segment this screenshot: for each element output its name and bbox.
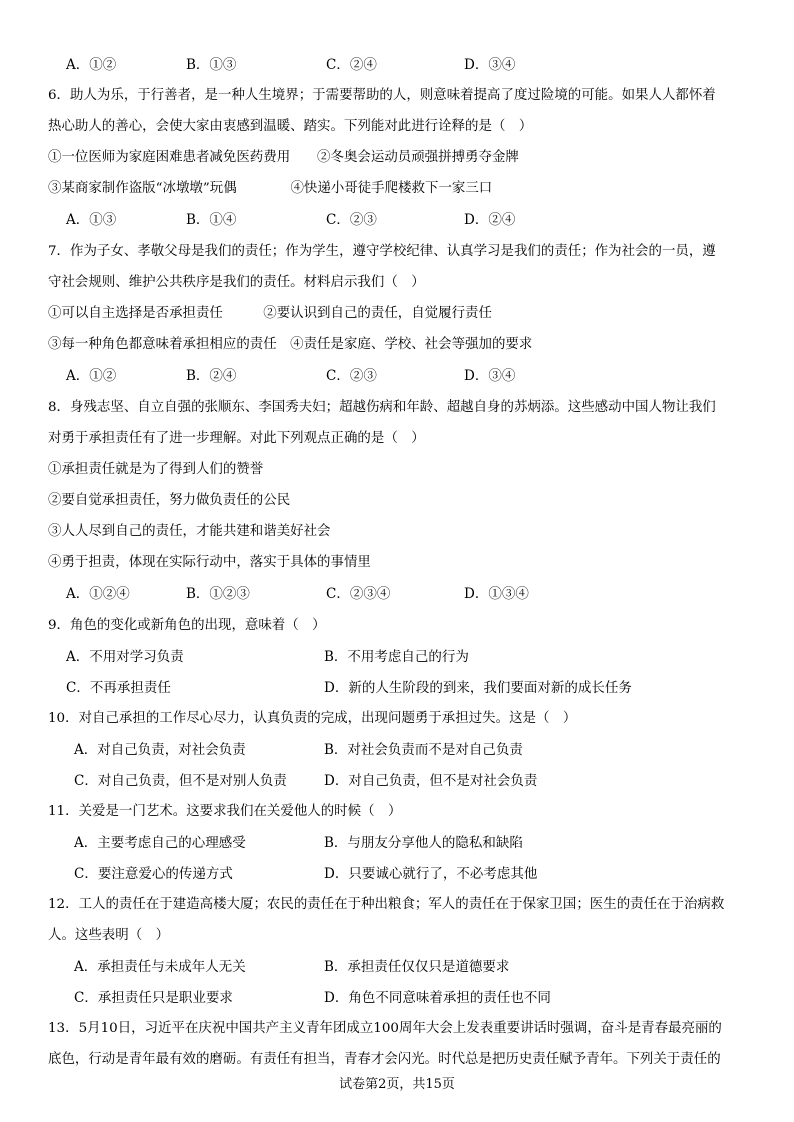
q12-stem-line-2: 人。这些表明（ ） (48, 928, 170, 943)
q7-option-a: A．①② (66, 368, 117, 384)
q6-option-b: B．①④ (186, 212, 237, 228)
q5-option-a: A．①② (66, 57, 117, 73)
q6-statement-2: ③某商家制作盗版“冰墩墩”玩偶 ④快递小哥徒手爬楼救下一家三口 (48, 181, 493, 196)
q7-stem-line-2: 守社会规则、维护公共秩序是我们的责任。材料启示我们（ ） (48, 275, 425, 290)
q6-statement-1: ①一位医师为家庭困难患者减免医药费用 ②冬奥会运动员顽强拼搏勇夺金牌 (48, 150, 519, 165)
q7-statement-2: ③每一种角色都意味着承担相应的责任 ④责任是家庭、学校、社会等强加的要求 (48, 337, 533, 352)
q10-option-d: D．对自己负责，但不是对社会负责 (324, 773, 538, 789)
q6-option-d: D．②④ (464, 212, 516, 228)
q10-option-b: B．对社会负责而不是对自己负责 (324, 742, 523, 758)
q11-option-c: C．要注意爱心的传递方式 (74, 866, 233, 882)
q9-option-a: A．不用对学习负责 (66, 649, 184, 665)
q9-option-d: D．新的人生阶段的到来，我们要面对新的成长任务 (324, 680, 632, 696)
q5-option-d: D．③④ (464, 57, 516, 73)
q7-statement-1: ①可以自主选择是否承担责任 ②要认识到自己的责任，自觉履行责任 (48, 306, 492, 321)
q13-stem-line-2: 底色，行动是青年最有效的磨砺。有责任有担当，青春才会闪光。时代总是把历史责任赋予青年。下列关于责任的 (48, 1052, 721, 1067)
q5-option-b: B．①③ (186, 57, 237, 73)
q6-option-c: C．②③ (326, 212, 377, 228)
q12-option-b: B．承担责任仅仅只是道德要求 (324, 959, 510, 975)
q6-stem-line-1: 6．助人为乐，于行善者，是一种人生境界；于需要帮助的人，则意味着提高了度过险境的可能。如果人人都怀着 (48, 88, 716, 103)
q10-option-a: A．对自己负责，对社会负责 (74, 742, 246, 758)
q10-stem: 10．对自己承担的工作尽心尽力，认真负责的完成，出现问题勇于承担过失。这是（ ） (48, 711, 577, 726)
q8-option-b: B．①②③ (186, 586, 250, 602)
q6-stem-line-2: 热心助人的善心，会使大家由衷感到温暖、踏实。下列能对此进行诠释的是（ ） (48, 119, 533, 134)
q8-option-a: A．①②④ (66, 586, 130, 602)
q11-option-d: D．只要诚心就行了，不必考虑其他 (324, 866, 538, 882)
q7-stem-line-1: 7．作为子女、孝敬父母是我们的责任；作为学生，遵守学校纪律、认真学习是我们的责任；作为社会的一员，遵 (48, 244, 716, 259)
q6-option-a: A．①③ (66, 212, 117, 228)
q8-option-d: D．①③④ (464, 586, 529, 602)
q8-stem-line-1: 8．身残志坚、自立自强的张顺东、李国秀夫妇；超越伤病和年龄、超越自身的苏炳添。这些感动中国人物让我们 (48, 400, 716, 415)
q11-option-b: B．与朋友分享他人的隐私和缺陷 (324, 835, 523, 851)
q9-option-c: C．不再承担责任 (66, 680, 171, 696)
q13-stem-line-1: 13．5月10日，习近平在庆祝中国共产主义青年团成立100周年大会上发表重要讲话时强调，奋斗是青春最亮丽的 (48, 1021, 722, 1036)
q9-option-b: B．不用考虑自己的行为 (324, 649, 469, 665)
q9-stem: 9．角色的变化或新角色的出现，意味着（ ） (48, 618, 326, 633)
q5-option-c: C．②④ (326, 57, 377, 73)
q7-option-d: D．③④ (464, 368, 516, 384)
page-footer: 试卷第2页，共15页 (339, 1077, 455, 1092)
q12-option-c: C．承担责任只是职业要求 (74, 990, 233, 1006)
q8-statement-1: ①承担责任就是为了得到人们的赞誉 (48, 462, 264, 477)
q10-option-c: C．对自己负责，但不是对别人负责 (74, 773, 287, 789)
q11-option-a: A．主要考虑自己的心理感受 (74, 835, 246, 851)
q12-stem-line-1: 12．工人的责任在于建造高楼大厦；农民的责任在于种出粮食；军人的责任在于保家卫国；医生的责任在于治病救 (48, 897, 725, 912)
q12-option-d: D．角色不同意味着承担的责任也不同 (324, 990, 551, 1006)
q7-option-b: B．②④ (186, 368, 237, 384)
q8-option-c: C．②③④ (326, 586, 391, 602)
q8-statement-3: ③人人尽到自己的责任，才能共建和谐美好社会 (48, 524, 331, 539)
q8-statement-2: ②要自觉承担责任，努力做负责任的公民 (48, 493, 291, 508)
q8-statement-4: ④勇于担责，体现在实际行动中，落实于具体的事情里 (48, 555, 371, 570)
q7-option-c: C．②③ (326, 368, 377, 384)
q11-stem: 11．关爱是一门艺术。这要求我们在关爱他人的时候（ ） (48, 804, 402, 819)
q8-stem-line-2: 对勇于承担责任有了进一步理解。对此下列观点正确的是（ ） (48, 431, 425, 446)
q12-option-a: A．承担责任与未成年人无关 (74, 959, 246, 975)
